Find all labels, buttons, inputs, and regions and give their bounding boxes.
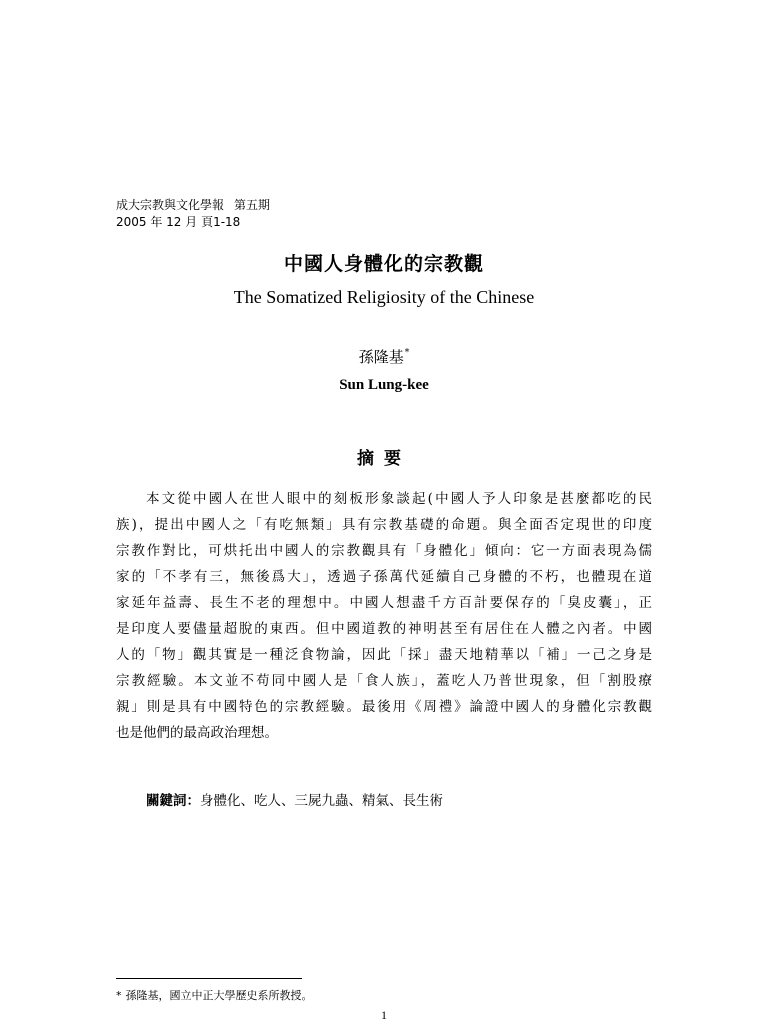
author-chinese: [0, 346, 768, 367]
author-english: Sun Lung-kee: [339, 377, 429, 393]
keywords: [146, 789, 443, 809]
journal-name: 成大宗教與文化學報: [116, 198, 225, 212]
author-name-chinese: 孫隆基: [358, 348, 404, 366]
abstract-line: 人的「物」觀其實是一種泛食物論，因此「採」盡天地精華以「補」一己之身是: [116, 647, 652, 663]
abstract-line: 家延年益壽、長生不老的理想中。中國人想盡千方百計要保存的「臭皮囊」，正: [116, 595, 652, 611]
abstract-line: 本文從中國人在世人眼中的刻板形象談起(中國人予人印象是甚麼都吃的民: [146, 491, 652, 507]
abstract-line: 親」則是具有中國特色的宗教經驗。最後用《周禮》論證中國人的身體化宗教觀: [116, 699, 652, 715]
abstract-line: 也是他們的最高政治理想。: [116, 725, 278, 741]
footnote-mark: *: [116, 989, 122, 1002]
page-number: 1: [381, 1008, 387, 1022]
abstract-body: [116, 486, 652, 746]
author-footnote-mark: *: [404, 348, 410, 358]
abstract-line: 家的「不孝有三，無後爲大」，透過子孫萬代延續自己身體的不朽，也體現在道: [116, 569, 652, 585]
paper-title-english: The Somatized Religiosity of the Chinese: [233, 287, 535, 307]
journal-issue: 第五期: [234, 198, 271, 212]
abstract-line: 是印度人要儘量超脫的東西。但中國道教的神明甚至有居住在人體之內者。中國: [116, 621, 652, 637]
keywords-terms: 身體化、吃人、三屍九蟲、精氣、長生術: [200, 793, 443, 809]
footnote-text: 孫隆基，國立中正大學歷史系所教授。: [125, 989, 313, 1002]
journal-header: [116, 197, 270, 231]
abstract-line: 宗教作對比，可烘托出中國人的宗教觀具有「身體化」傾向：它一方面表現為儒: [116, 543, 652, 559]
keywords-label: 關鍵詞：: [146, 793, 200, 809]
journal-title-line: [116, 197, 270, 214]
journal-date-pages: 2005 年 12 月 頁1-18: [116, 215, 241, 229]
footnote-divider: [116, 978, 302, 979]
abstract-heading: 摘要: [357, 449, 411, 469]
abstract-line: 宗教經驗。本文並不苟同中國人是「食人族」，蓋吃人乃普世現象，但「割股療: [116, 673, 652, 689]
footnote: [116, 987, 313, 1003]
abstract-line: 族)，提出中國人之「有吃無類」具有宗教基礎的命題。與全面否定現世的印度: [116, 517, 652, 533]
paper-title-chinese: 中國人身體化的宗教觀: [283, 253, 484, 275]
